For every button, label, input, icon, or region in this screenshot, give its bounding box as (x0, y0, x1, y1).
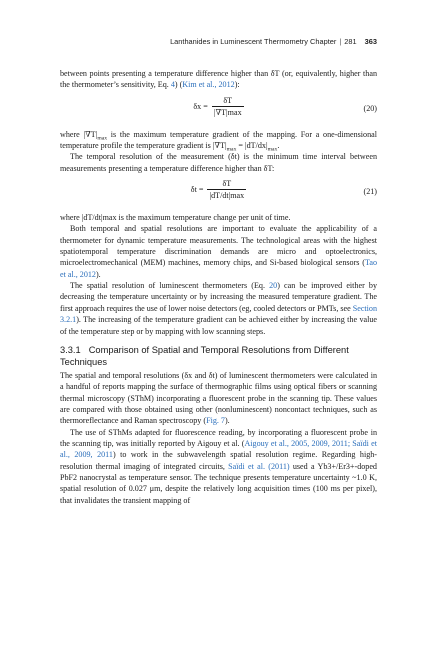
equation-20 (60, 95, 377, 129)
eq21-lhs: δt = (190, 184, 204, 194)
paragraph-comparison: The spatial and temporal resolutions (δx and δt) of luminescent thermometers were calculated in a handful of reports mapping the surface of thermographic films using optical fibers or scanning thermal microscopy (SThM) incorporating a fluorescent probe in the scanning tip. These values are compared with those obtained using other (nonluminescent) noncontact techniques, such as thermoreflectance and Raman spectroscopy (Fig. 7). (60, 370, 377, 426)
header-book-title: Lanthanides in Luminescent Thermometry (170, 37, 308, 46)
paragraph-spatial-resolution: The spatial resolution of luminescent thermometers (Eq. 20) can be improved either by decreasing the temperature uncertainty or by increasing the measured temperature gradient. The first approach requires the use of lower noise detectors (eg, cooled detectors or PMTs, see Section 3.2.1). The increasing of the temperature gradient can be achieved either by increasing the value of the temperature step or by mapping with low scanning steps. (60, 281, 378, 336)
link-eq-4[interactable]: 4 (170, 80, 175, 90)
eq21-fraction (207, 178, 246, 201)
running-header: Lanthanides in Luminescent Thermometry Chapter | 281 363 (170, 37, 377, 46)
eq20-fraction (212, 95, 244, 118)
paragraph-intro: between points presenting a temperature difference higher than δT (or, equivalently, higher than the thermometer’s sensitivity, Eq. 4) (Kim et al., 2012): (60, 69, 377, 90)
section-heading (60, 344, 377, 368)
header-chapter-number: 281 (344, 37, 357, 46)
eq20-lhs: δx = (193, 101, 208, 111)
section-title: Comparison of Spatial and Temporal Resolutions from Different Techniques (60, 344, 349, 367)
link-section-3-2-1[interactable]: Section 3.2.1 (60, 303, 378, 325)
link-citation-saidi-2011[interactable]: Saïdi et al. (2011) (228, 461, 290, 471)
link-citation-tao-2012[interactable]: Tao et al., 2012 (60, 258, 377, 279)
paragraph-temporal: The temporal resolution of the measurement (δt) is the minimum time interval between measurements presenting a temperature difference higher than δT: (60, 152, 377, 173)
paragraph-sthm: The use of SThMs adapted for fluorescence reading, by incorporating a fluorescent probe in the scanning tip, was initially reported by Aigouy et al. (Aigouy et al., 2005, 2009, 2011; Saïdi et al., 2009, 2011) to work in the subwavelength spatial resolution regime. Regarding high-resolution thermal imaging of integrated circuits, Saïdi et al. (2011) used a Yb3+/Er3+-doped PbF2 nanocrystal as temperature sensor. The technique presents temperature uncertainty ~1.0 K, spatial resolution of 0.027 μm, despite the relatively long acquisition times (100 ms per pixel), that invalidates the transient mapping of (60, 427, 377, 505)
section-number: 3.3.1 (60, 344, 81, 355)
eq21-numerator: δT (207, 178, 246, 190)
link-citation-aigouy-saidi[interactable]: Aigouy et al., 2005, 2009, 2011; Saïdi et al., 2009, 2011 (60, 438, 377, 460)
link-fig-7[interactable]: Fig. 7 (206, 416, 225, 426)
header-chapter-label: Chapter (310, 37, 337, 46)
equation-21 (60, 178, 377, 212)
page-number: 363 (364, 37, 377, 46)
eq21-number: (21) (363, 187, 377, 197)
link-eq-20[interactable]: 20 (269, 281, 278, 291)
link-citation-kim-2012[interactable]: Kim et al., 2012 (182, 80, 235, 90)
eq20-denominator: |∇T|max (213, 107, 242, 117)
paragraph-gradient: where $|\nabla T|_{max}$ is the maximum temperature gradient of the mapping. For a one-dimensional temperature profile the temperature gradient is $|\nabla T|_{max} = |dT/dx|_{max}$. (60, 129, 377, 153)
paragraph-max-change: where |dT/dt|max is the maximum temperature change per unit of time. (60, 213, 291, 223)
eq20-number: (20) (363, 103, 377, 113)
eq21-denominator: |dT/dt|max (209, 191, 245, 201)
body-text (60, 68, 377, 506)
paragraph-applicability: Both temporal and spatial resolutions are important to evaluate the applicability of a thermometer for dynamic temperature measurements. The technological areas with the highest spatiotemporal temperature discrimination demands are micro and optoelectronics, microelectromechanical (MEM) machines, memory chips, and Si-based biological sensors (Tao et al., 2012). (60, 224, 377, 279)
eq20-numerator: δT (212, 95, 244, 107)
